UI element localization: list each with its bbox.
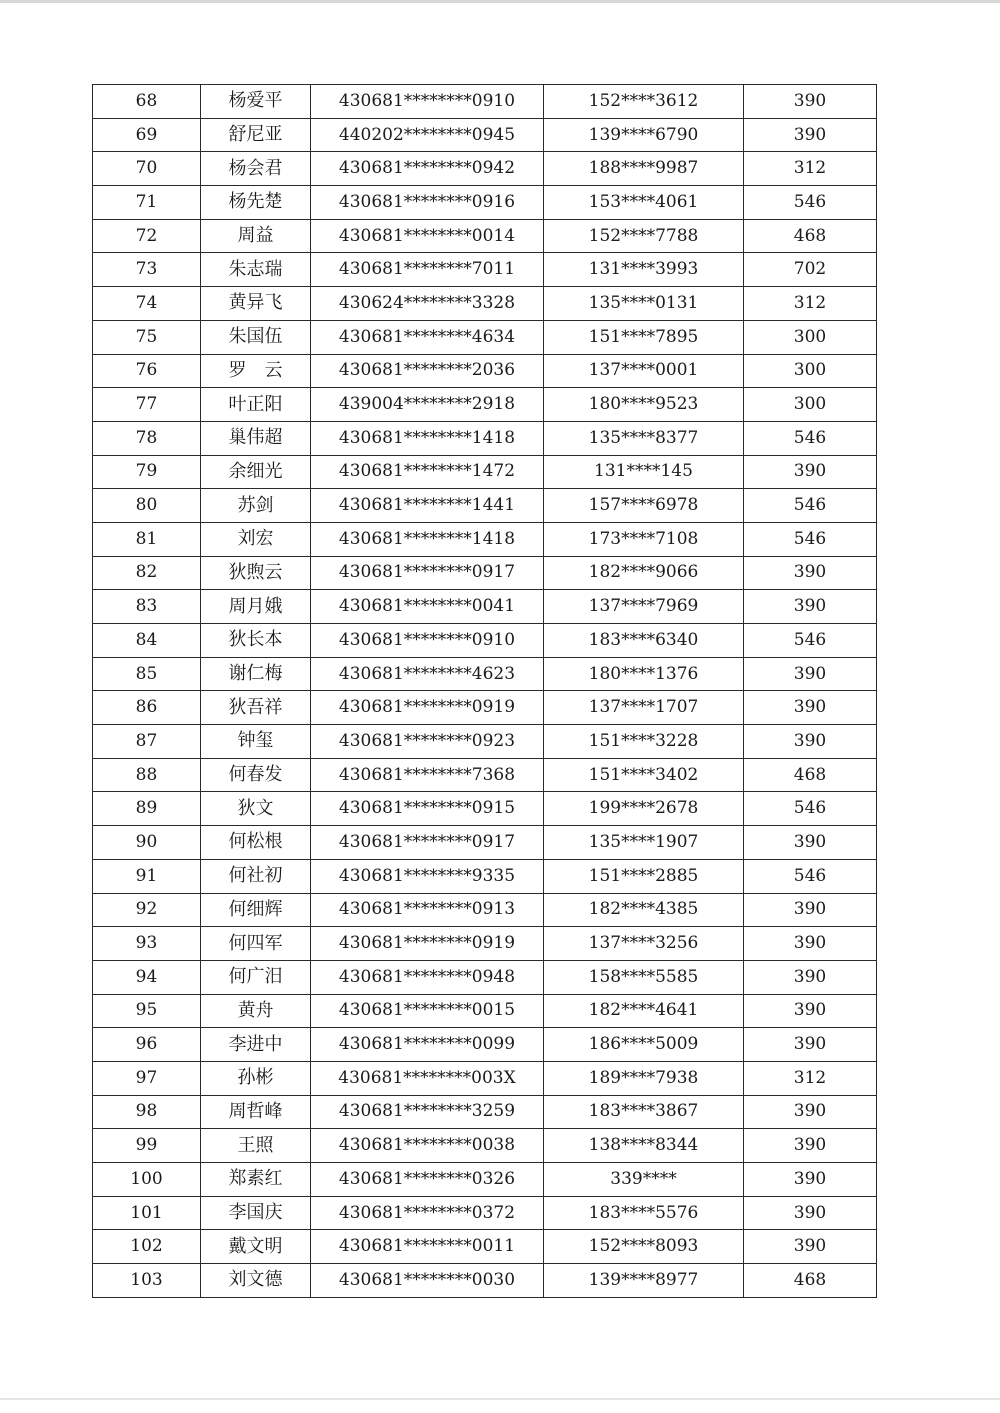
serial-number-cell: 77 [93, 388, 201, 422]
table-row [93, 994, 877, 1028]
amount-cell: 312 [744, 287, 877, 321]
serial-number-cell: 69 [93, 118, 201, 152]
table-row [93, 1061, 877, 1095]
name-cell: 何细辉 [201, 893, 311, 927]
name-cell: 谢仁梅 [201, 657, 311, 691]
serial-number-cell: 75 [93, 320, 201, 354]
table-row [93, 1163, 877, 1197]
id-number-cell: 430681********1418 [311, 421, 544, 455]
id-number-cell: 430681********0014 [311, 219, 544, 253]
table-row [93, 489, 877, 523]
amount-cell: 390 [744, 1163, 877, 1197]
phone-number-cell: 151****7895 [544, 320, 744, 354]
amount-cell: 390 [744, 455, 877, 489]
name-cell: 狄长本 [201, 624, 311, 658]
amount-cell: 546 [744, 522, 877, 556]
serial-number-cell: 84 [93, 624, 201, 658]
table-row [93, 826, 877, 860]
table-row [93, 320, 877, 354]
id-number-cell: 430681********4634 [311, 320, 544, 354]
id-number-cell: 430681********1472 [311, 455, 544, 489]
id-number-cell: 430681********0030 [311, 1264, 544, 1298]
phone-number-cell: 135****1907 [544, 826, 744, 860]
table-row [93, 1230, 877, 1264]
amount-cell: 546 [744, 421, 877, 455]
id-number-cell: 430681********0372 [311, 1196, 544, 1230]
phone-number-cell: 182****4385 [544, 893, 744, 927]
phone-number-cell: 151****3228 [544, 725, 744, 759]
table-row [93, 927, 877, 961]
id-number-cell: 430681********0942 [311, 152, 544, 186]
name-cell: 杨先楚 [201, 186, 311, 220]
id-number-cell: 430681********0099 [311, 1028, 544, 1062]
serial-number-cell: 86 [93, 691, 201, 725]
table-row [93, 287, 877, 321]
table-row [93, 691, 877, 725]
serial-number-cell: 81 [93, 522, 201, 556]
id-number-cell: 430681********0910 [311, 85, 544, 119]
name-cell: 杨爱平 [201, 85, 311, 119]
amount-cell: 390 [744, 1196, 877, 1230]
name-cell: 何松根 [201, 826, 311, 860]
serial-number-cell: 68 [93, 85, 201, 119]
phone-number-cell: 152****7788 [544, 219, 744, 253]
table-row [93, 421, 877, 455]
id-number-cell: 430624********3328 [311, 287, 544, 321]
phone-number-cell: 188****9987 [544, 152, 744, 186]
amount-cell: 312 [744, 152, 877, 186]
serial-number-cell: 79 [93, 455, 201, 489]
table-row [93, 118, 877, 152]
serial-number-cell: 87 [93, 725, 201, 759]
phone-number-cell: 137****3256 [544, 927, 744, 961]
amount-cell: 390 [744, 691, 877, 725]
phone-number-cell: 158****5585 [544, 960, 744, 994]
id-number-cell: 430681********0948 [311, 960, 544, 994]
serial-number-cell: 80 [93, 489, 201, 523]
id-number-cell: 430681********0923 [311, 725, 544, 759]
amount-cell: 300 [744, 354, 877, 388]
name-cell: 戴文明 [201, 1230, 311, 1264]
table-row [93, 590, 877, 624]
id-number-cell: 430681********0326 [311, 1163, 544, 1197]
name-cell: 何广汨 [201, 960, 311, 994]
name-cell: 巢伟超 [201, 421, 311, 455]
id-number-cell: 430681********0011 [311, 1230, 544, 1264]
name-cell: 周月娥 [201, 590, 311, 624]
phone-number-cell: 152****3612 [544, 85, 744, 119]
table-row [93, 792, 877, 826]
serial-number-cell: 103 [93, 1264, 201, 1298]
amount-cell: 312 [744, 1061, 877, 1095]
serial-number-cell: 101 [93, 1196, 201, 1230]
id-number-cell: 430681********0913 [311, 893, 544, 927]
phone-number-cell: 182****9066 [544, 556, 744, 590]
serial-number-cell: 97 [93, 1061, 201, 1095]
scan-bottom-edge [0, 1398, 1000, 1400]
table-row [93, 253, 877, 287]
id-number-cell: 439004********2918 [311, 388, 544, 422]
serial-number-cell: 73 [93, 253, 201, 287]
id-number-cell: 430681********0015 [311, 994, 544, 1028]
table-row [93, 556, 877, 590]
serial-number-cell: 72 [93, 219, 201, 253]
name-cell: 狄煦云 [201, 556, 311, 590]
phone-number-cell: 182****4641 [544, 994, 744, 1028]
amount-cell: 546 [744, 792, 877, 826]
id-number-cell: 430681********0919 [311, 691, 544, 725]
phone-number-cell: 151****2885 [544, 859, 744, 893]
name-cell: 郑素红 [201, 1163, 311, 1197]
serial-number-cell: 82 [93, 556, 201, 590]
amount-cell: 390 [744, 893, 877, 927]
table-row [93, 354, 877, 388]
phone-number-cell: 153****4061 [544, 186, 744, 220]
id-number-cell: 430681********7368 [311, 758, 544, 792]
table-row [93, 388, 877, 422]
phone-number-cell: 137****7969 [544, 590, 744, 624]
amount-cell: 300 [744, 388, 877, 422]
name-cell: 黄舟 [201, 994, 311, 1028]
amount-cell: 468 [744, 758, 877, 792]
table-row [93, 1196, 877, 1230]
roster-table [92, 84, 877, 1298]
serial-number-cell: 70 [93, 152, 201, 186]
serial-number-cell: 98 [93, 1095, 201, 1129]
name-cell: 孙彬 [201, 1061, 311, 1095]
name-cell: 叶正阳 [201, 388, 311, 422]
phone-number-cell: 183****6340 [544, 624, 744, 658]
table-row [93, 859, 877, 893]
id-number-cell: 430681********7011 [311, 253, 544, 287]
serial-number-cell: 78 [93, 421, 201, 455]
amount-cell: 546 [744, 624, 877, 658]
serial-number-cell: 100 [93, 1163, 201, 1197]
name-cell: 朱志瑞 [201, 253, 311, 287]
name-cell: 何春发 [201, 758, 311, 792]
amount-cell: 300 [744, 320, 877, 354]
amount-cell: 390 [744, 1028, 877, 1062]
amount-cell: 390 [744, 85, 877, 119]
serial-number-cell: 93 [93, 927, 201, 961]
serial-number-cell: 95 [93, 994, 201, 1028]
table-row [93, 960, 877, 994]
phone-number-cell: 186****5009 [544, 1028, 744, 1062]
table-row [93, 725, 877, 759]
name-cell: 钟玺 [201, 725, 311, 759]
serial-number-cell: 96 [93, 1028, 201, 1062]
table-row [93, 1095, 877, 1129]
amount-cell: 390 [744, 118, 877, 152]
phone-number-cell: 137****1707 [544, 691, 744, 725]
name-cell: 李国庆 [201, 1196, 311, 1230]
roster-table-body [93, 85, 877, 1298]
id-number-cell: 430681********0038 [311, 1129, 544, 1163]
name-cell: 何社初 [201, 859, 311, 893]
name-cell: 朱国伍 [201, 320, 311, 354]
name-cell: 黄异飞 [201, 287, 311, 321]
amount-cell: 546 [744, 186, 877, 220]
amount-cell: 702 [744, 253, 877, 287]
name-cell: 舒尼亚 [201, 118, 311, 152]
name-cell: 何四军 [201, 927, 311, 961]
phone-number-cell: 152****8093 [544, 1230, 744, 1264]
amount-cell: 468 [744, 219, 877, 253]
id-number-cell: 430681********4623 [311, 657, 544, 691]
serial-number-cell: 102 [93, 1230, 201, 1264]
amount-cell: 390 [744, 927, 877, 961]
serial-number-cell: 71 [93, 186, 201, 220]
serial-number-cell: 94 [93, 960, 201, 994]
id-number-cell: 430681********0917 [311, 556, 544, 590]
table-row [93, 1129, 877, 1163]
serial-number-cell: 76 [93, 354, 201, 388]
table-row [93, 893, 877, 927]
table-row [93, 1264, 877, 1298]
id-number-cell: 430681********1441 [311, 489, 544, 523]
phone-number-cell: 151****3402 [544, 758, 744, 792]
phone-number-cell: 138****8344 [544, 1129, 744, 1163]
serial-number-cell: 83 [93, 590, 201, 624]
phone-number-cell: 131****3993 [544, 253, 744, 287]
id-number-cell: 430681********0915 [311, 792, 544, 826]
phone-number-cell: 199****2678 [544, 792, 744, 826]
amount-cell: 390 [744, 556, 877, 590]
amount-cell: 390 [744, 1230, 877, 1264]
id-number-cell: 430681********0041 [311, 590, 544, 624]
name-cell: 狄文 [201, 792, 311, 826]
phone-number-cell: 137****0001 [544, 354, 744, 388]
name-cell: 杨会君 [201, 152, 311, 186]
name-cell: 苏剑 [201, 489, 311, 523]
phone-number-cell: 183****5576 [544, 1196, 744, 1230]
name-cell: 刘文德 [201, 1264, 311, 1298]
name-cell: 王照 [201, 1129, 311, 1163]
table-row [93, 522, 877, 556]
amount-cell: 390 [744, 657, 877, 691]
table-row [93, 455, 877, 489]
serial-number-cell: 91 [93, 859, 201, 893]
id-number-cell: 430681********1418 [311, 522, 544, 556]
name-cell: 周益 [201, 219, 311, 253]
amount-cell: 546 [744, 489, 877, 523]
table-row [93, 624, 877, 658]
table-row [93, 1028, 877, 1062]
serial-number-cell: 90 [93, 826, 201, 860]
id-number-cell: 430681********9335 [311, 859, 544, 893]
name-cell: 李进中 [201, 1028, 311, 1062]
amount-cell: 390 [744, 826, 877, 860]
serial-number-cell: 89 [93, 792, 201, 826]
phone-number-cell: 139****6790 [544, 118, 744, 152]
name-cell: 罗 云 [201, 354, 311, 388]
table-row [93, 657, 877, 691]
serial-number-cell: 92 [93, 893, 201, 927]
phone-number-cell: 135****8377 [544, 421, 744, 455]
table-row [93, 219, 877, 253]
serial-number-cell: 74 [93, 287, 201, 321]
phone-number-cell: 339**** [544, 1163, 744, 1197]
phone-number-cell: 131****145 [544, 455, 744, 489]
name-cell: 刘宏 [201, 522, 311, 556]
id-number-cell: 430681********0919 [311, 927, 544, 961]
phone-number-cell: 180****9523 [544, 388, 744, 422]
id-number-cell: 430681********0910 [311, 624, 544, 658]
amount-cell: 390 [744, 1095, 877, 1129]
id-number-cell: 430681********003X [311, 1061, 544, 1095]
amount-cell: 390 [744, 960, 877, 994]
name-cell: 狄吾祥 [201, 691, 311, 725]
serial-number-cell: 88 [93, 758, 201, 792]
serial-number-cell: 85 [93, 657, 201, 691]
phone-number-cell: 183****3867 [544, 1095, 744, 1129]
phone-number-cell: 135****0131 [544, 287, 744, 321]
phone-number-cell: 173****7108 [544, 522, 744, 556]
phone-number-cell: 180****1376 [544, 657, 744, 691]
serial-number-cell: 99 [93, 1129, 201, 1163]
amount-cell: 390 [744, 725, 877, 759]
name-cell: 周哲峰 [201, 1095, 311, 1129]
amount-cell: 390 [744, 590, 877, 624]
amount-cell: 546 [744, 859, 877, 893]
amount-cell: 390 [744, 1129, 877, 1163]
amount-cell: 390 [744, 994, 877, 1028]
table-row [93, 85, 877, 119]
id-number-cell: 430681********0916 [311, 186, 544, 220]
id-number-cell: 430681********3259 [311, 1095, 544, 1129]
amount-cell: 468 [744, 1264, 877, 1298]
table-row [93, 186, 877, 220]
table-row [93, 152, 877, 186]
phone-number-cell: 157****6978 [544, 489, 744, 523]
id-number-cell: 430681********0917 [311, 826, 544, 860]
id-number-cell: 440202********0945 [311, 118, 544, 152]
table-row [93, 758, 877, 792]
phone-number-cell: 189****7938 [544, 1061, 744, 1095]
scan-top-edge [0, 0, 1000, 3]
id-number-cell: 430681********2036 [311, 354, 544, 388]
name-cell: 余细光 [201, 455, 311, 489]
phone-number-cell: 139****8977 [544, 1264, 744, 1298]
